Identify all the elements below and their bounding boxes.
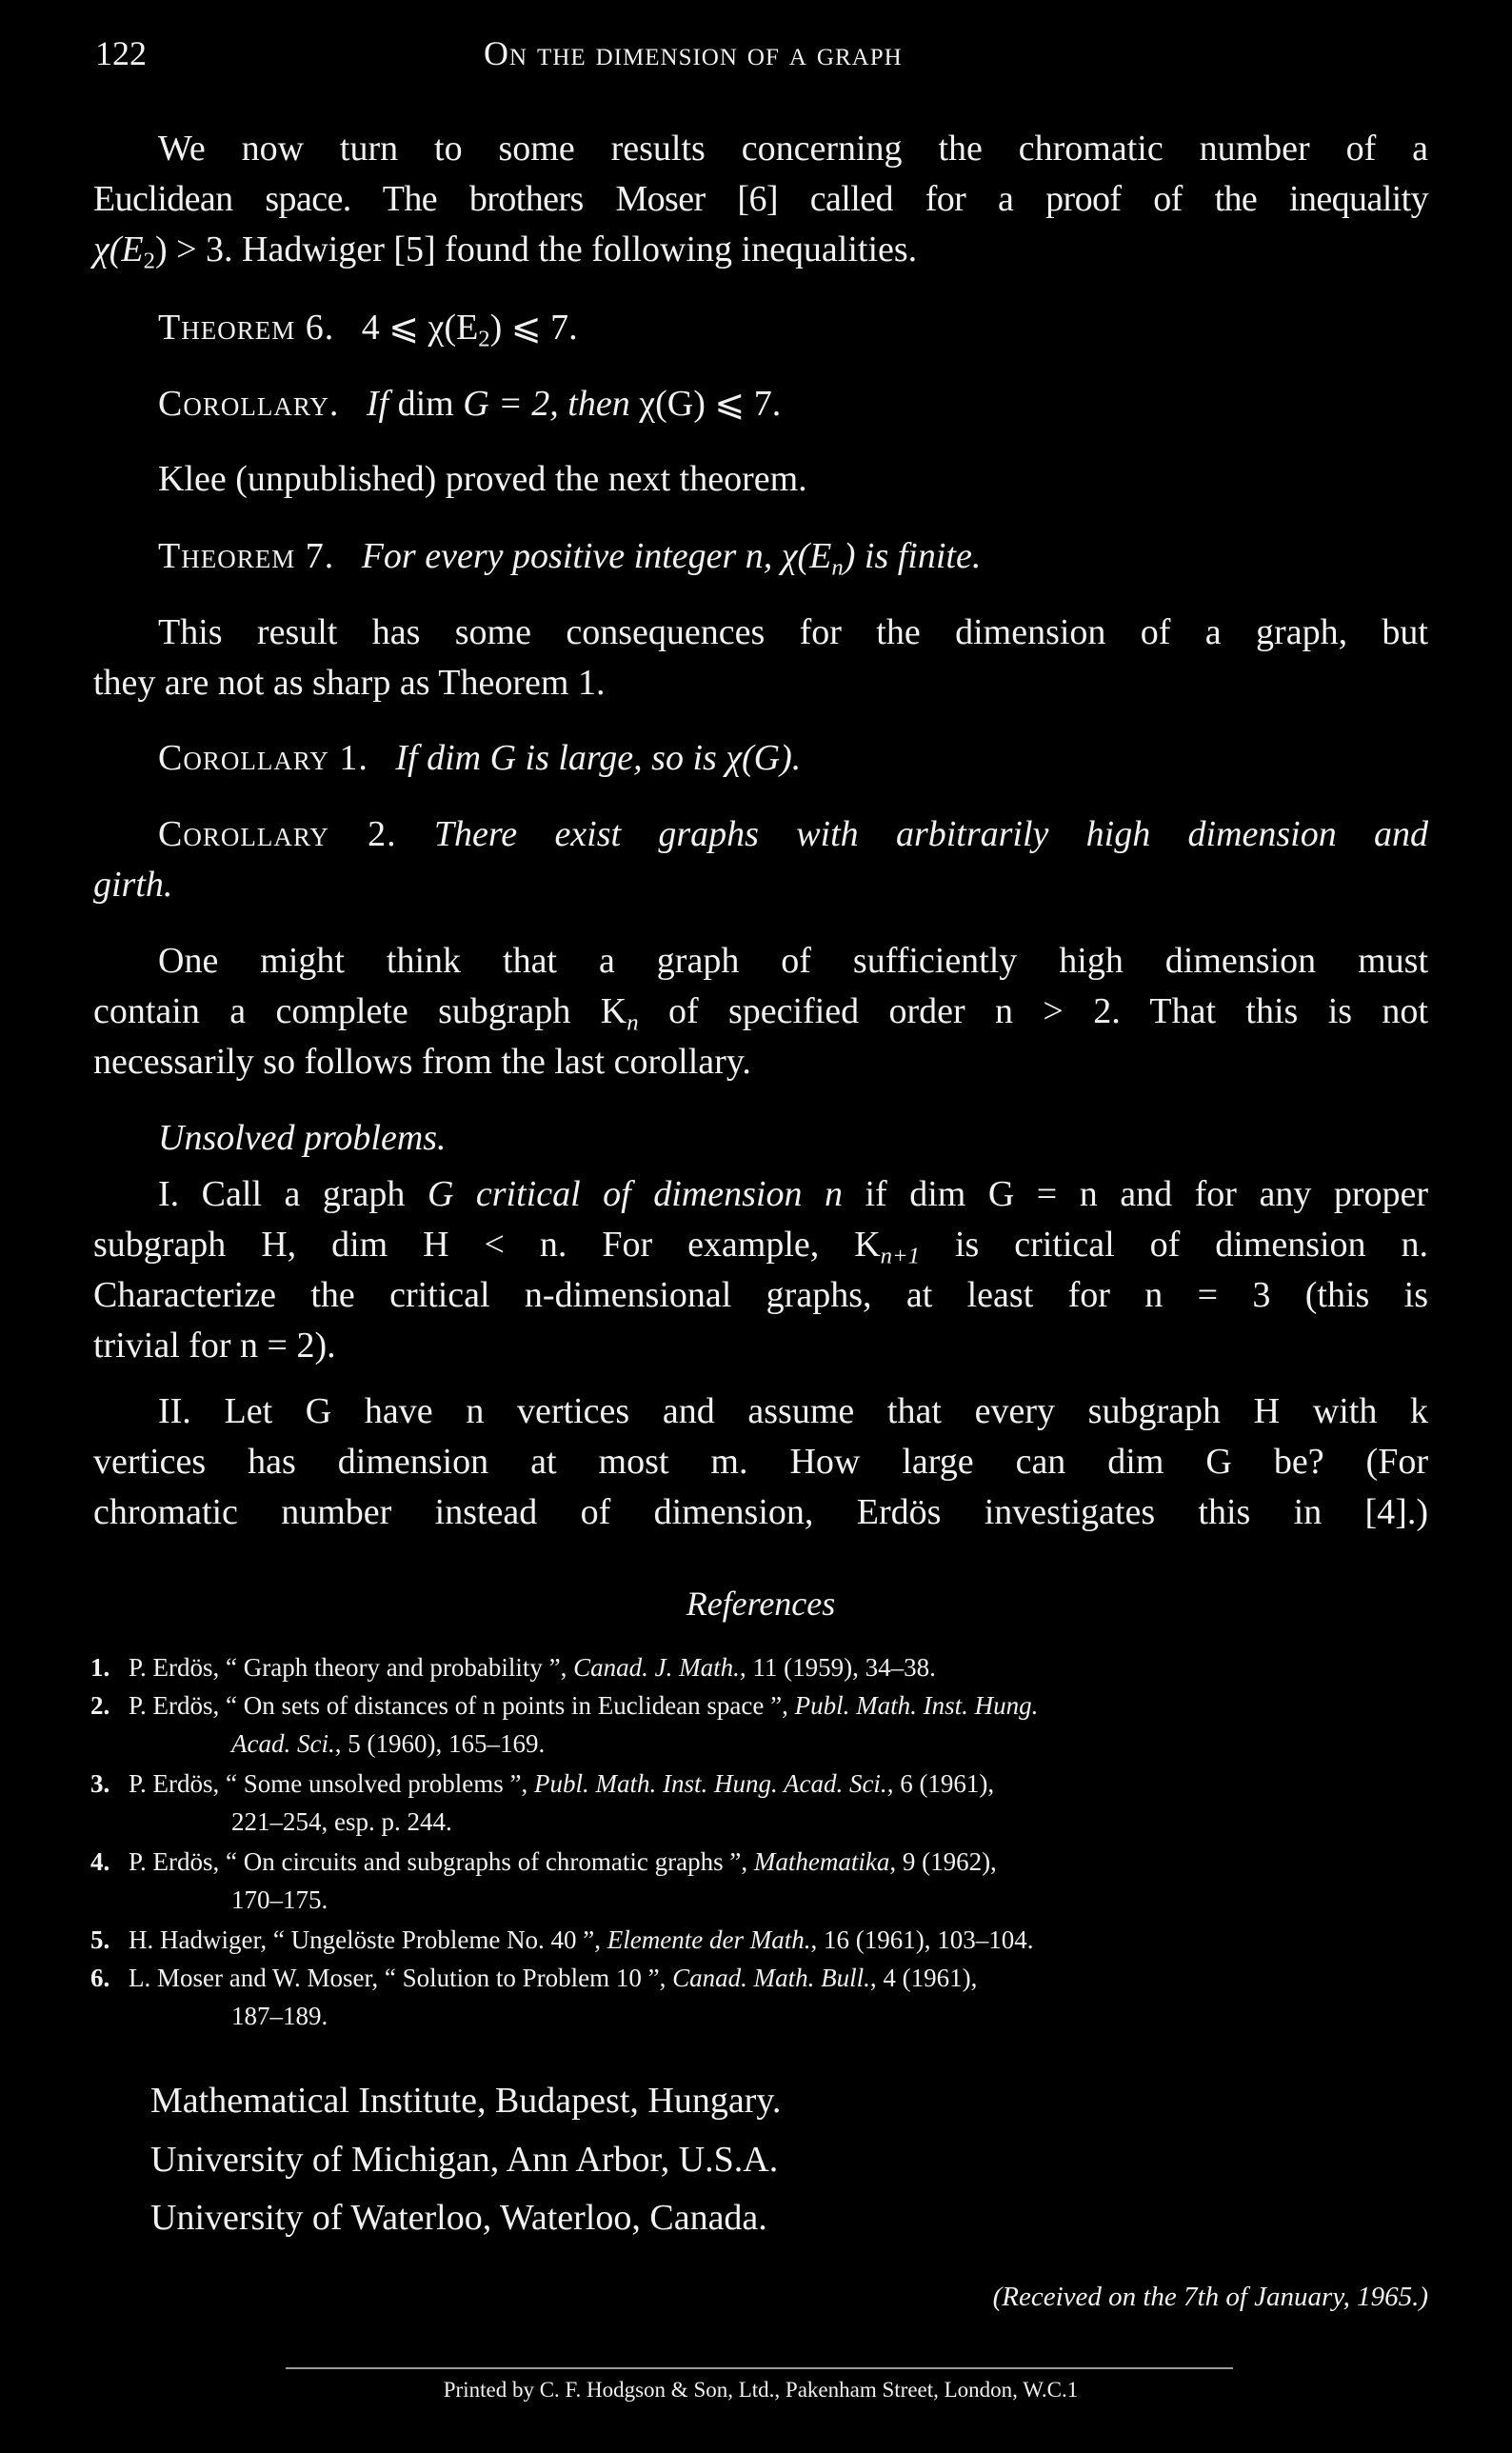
reference-number: 3. bbox=[90, 1769, 110, 1798]
theorem-6-math-end: ) ⩽ 7. bbox=[489, 308, 578, 348]
reference-text: P. Erdös, “ On sets of distances of n points in Euclidean space ”, bbox=[129, 1691, 795, 1720]
complete-subgraph-text-end: of specified order n > 2. That this is not bbox=[638, 991, 1428, 1031]
reference-text: L. Moser and W. Moser, “ Solution to Problem 10 ”, bbox=[129, 1964, 673, 1992]
corollary-label: Corollary. bbox=[158, 384, 340, 424]
problem-1-line-2-end: is critical of dimension n. bbox=[920, 1225, 1428, 1265]
reference-journal: Elemente der Math. bbox=[607, 1925, 811, 1954]
chi-e2: χ(E bbox=[93, 229, 144, 269]
received-date: (Received on the 7th of January, 1965.) bbox=[992, 2282, 1428, 2312]
problem-1-line-3: Characterize the critical n-dimensional graphs, at least for n = 3 (this is bbox=[93, 1275, 1428, 1315]
printer-line: Printed by C. F. Hodgson & Son, Ltd., Pakenham Street, London, W.C.1 bbox=[443, 2378, 1079, 2402]
problem-1-line-4: trivial for n = 2). bbox=[93, 1326, 336, 1366]
reference-details: , 5 (1960), 165–169. bbox=[334, 1729, 546, 1758]
corollary-if: If bbox=[366, 384, 389, 424]
reference-details: , 9 (1962), bbox=[889, 1847, 997, 1876]
subscript: n+1 bbox=[880, 1243, 921, 1269]
reference-journal: Mathematika bbox=[753, 1847, 890, 1876]
running-title: On the dimension of a graph bbox=[484, 34, 903, 72]
corollary-result: χ(G) ⩽ 7. bbox=[639, 384, 782, 424]
problem-1-line-1 bbox=[158, 1169, 1428, 1220]
consequence-line-1: This result has some consequences for the dimension of a graph, but bbox=[158, 612, 1428, 652]
reference-text: P. Erdös, “ Some unsolved problems ”, bbox=[129, 1769, 534, 1798]
corollary-dim: dim bbox=[397, 384, 454, 424]
subscript: n bbox=[627, 1009, 639, 1036]
reference-text: P. Erdös, “ Graph theory and probability ”, bbox=[129, 1653, 574, 1682]
theorem-7-statement: For every positive integer n, χ(E bbox=[361, 536, 832, 576]
intro-line-3 bbox=[93, 225, 1428, 275]
reference-journal: Canad. Math. Bull. bbox=[672, 1964, 870, 1992]
corollary-1-label: Corollary 1. bbox=[158, 738, 368, 778]
complete-subgraph-text: contain a complete subgraph K bbox=[93, 991, 627, 1031]
page-number: 122 bbox=[95, 34, 147, 72]
corollary-g: G = 2, bbox=[463, 384, 559, 424]
problem-1-text-end: if dim G = n and for any proper bbox=[842, 1174, 1429, 1214]
corollary-2-statement: There exist graphs with arbitrarily high dimension and bbox=[433, 814, 1429, 854]
reference-details: , 6 (1961), bbox=[886, 1769, 995, 1798]
reference-3 bbox=[90, 1765, 994, 1803]
references-heading: References bbox=[686, 1585, 836, 1623]
affiliation-waterloo: University of Waterloo, Waterloo, Canada. bbox=[150, 2198, 767, 2238]
reference-6 bbox=[90, 1959, 977, 1997]
corollary bbox=[158, 379, 1428, 429]
reference-number: 4. bbox=[90, 1847, 110, 1876]
theorem-7-statement-end: ) is finite. bbox=[843, 536, 982, 576]
intro-line-3-rest: ) > 3. Hadwiger [5] found the following inequalities. bbox=[154, 229, 918, 269]
intro-line-1: We now turn to some results concerning the chromatic number of a bbox=[158, 129, 1428, 169]
problem-1-line-2 bbox=[93, 1220, 1428, 1270]
footer-rule bbox=[286, 2367, 1233, 2369]
theorem-6 bbox=[158, 303, 1428, 353]
problem-1-line-2-text: subgraph H, dim H < n. For example, K bbox=[93, 1225, 881, 1265]
problem-1-text: I. Call a graph bbox=[158, 1174, 428, 1214]
intro-line-2: Euclidean space. The brothers Moser [6] called for a proof of the inequality bbox=[93, 179, 1428, 219]
reference-number: 5. bbox=[90, 1925, 110, 1954]
unsolved-heading: Unsolved problems. bbox=[158, 1118, 447, 1158]
corollary-then: then bbox=[567, 384, 630, 424]
subscript: 2 bbox=[143, 248, 155, 274]
reference-journal: Canad. J. Math. bbox=[573, 1653, 740, 1682]
reference-details: , 4 (1961), bbox=[869, 1964, 978, 1992]
subscript: 2 bbox=[478, 326, 490, 352]
reference-number: 2. bbox=[90, 1691, 110, 1720]
reference-2 bbox=[90, 1686, 1038, 1725]
complete-subgraph-line-2 bbox=[93, 987, 1428, 1037]
reference-2-cont bbox=[231, 1725, 545, 1763]
reference-1 bbox=[90, 1648, 936, 1686]
affiliation-budapest: Mathematical Institute, Budapest, Hungary. bbox=[150, 2081, 782, 2121]
reference-5 bbox=[90, 1921, 1033, 1959]
reference-number: 6. bbox=[90, 1964, 110, 1992]
reference-details: , 11 (1959), 34–38. bbox=[739, 1653, 936, 1682]
reference-journal: Publ. Math. Inst. Hung. bbox=[794, 1691, 1039, 1720]
corollary-2-line-1 bbox=[158, 809, 1428, 860]
reference-text: P. Erdös, “ On circuits and subgraphs of chromatic graphs ”, bbox=[129, 1847, 754, 1876]
problem-1-italic: G critical of dimension n bbox=[427, 1174, 843, 1214]
reference-number: 1. bbox=[90, 1653, 110, 1682]
theorem-6-math: 4 ⩽ χ(E bbox=[361, 308, 479, 348]
problem-2-line-1: II. Let G have n vertices and assume that every subgraph H with k bbox=[158, 1391, 1428, 1431]
corollary-2-line-2: girth. bbox=[93, 865, 173, 905]
theorem-6-label: Theorem 6. bbox=[158, 308, 335, 348]
reference-journal: Publ. Math. Inst. Hung. Acad. Sci. bbox=[533, 1769, 887, 1798]
reference-4-cont: 170–175. bbox=[231, 1885, 328, 1914]
klee-sentence: Klee (unpublished) proved the next theorem. bbox=[158, 459, 807, 499]
reference-details: , 16 (1961), 103–104. bbox=[810, 1925, 1034, 1954]
complete-subgraph-line-3: necessarily so follows from the last corollary. bbox=[93, 1042, 751, 1082]
consequence-line-2: they are not as sharp as Theorem 1. bbox=[93, 663, 606, 703]
reference-text: H. Hadwiger, “ Ungelöste Probleme No. 40 ”, bbox=[129, 1925, 607, 1954]
corollary-1 bbox=[158, 733, 1428, 784]
problem-2-line-2: vertices has dimension at most m. How large can dim G be? (For bbox=[93, 1442, 1428, 1482]
theorem-7-label: Theorem 7. bbox=[158, 536, 335, 576]
problem-2-line-3: chromatic number instead of dimension, Erdös investigates this in [4].) bbox=[93, 1492, 1428, 1532]
reference-3-cont: 221–254, esp. p. 244. bbox=[231, 1807, 452, 1836]
reference-6-cont: 187–189. bbox=[231, 2002, 328, 2030]
corollary-1-statement: If dim G is large, so is χ(G). bbox=[395, 738, 802, 778]
reference-journal-cont: Acad. Sci. bbox=[231, 1729, 335, 1758]
complete-subgraph-line-1: One might think that a graph of sufficiently high dimension must bbox=[158, 941, 1428, 981]
theorem-7 bbox=[158, 531, 1428, 582]
corollary-2-label: Corollary 2. bbox=[158, 814, 397, 854]
subscript: n bbox=[831, 554, 844, 581]
affiliation-michigan: University of Michigan, Ann Arbor, U.S.A. bbox=[150, 2140, 779, 2180]
reference-4 bbox=[90, 1843, 997, 1881]
